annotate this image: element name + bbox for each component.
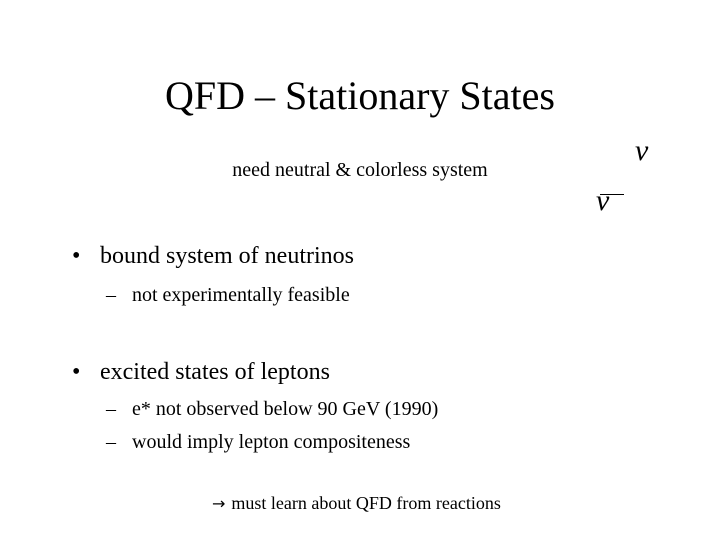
sub-bullet-marker: – [106,398,116,420]
bullet-text: bound system of neutrinos [100,243,354,269]
sub-bullet-item [106,282,350,308]
sub-bullet-text: would imply lepton compositeness [132,431,411,453]
neutrino-symbol: ν [635,134,649,167]
sub-bullet-marker: – [106,431,116,453]
bullet-item [72,356,330,388]
bullet-text: excited states of leptons [100,359,330,385]
sub-bullet-text: not experimentally feasible [132,284,350,306]
slide-title: QFD – Stationary States [165,73,555,118]
bullet-marker: • [72,243,81,269]
sub-bullet-text: e* not observed below 90 GeV (1990) [132,398,439,420]
slide-subtitle: need neutral & colorless system [232,159,488,181]
bullet-item [72,240,354,272]
right-arrow-icon: → [212,494,226,513]
sub-bullet-marker: – [106,284,116,306]
conclusion-text: must learn about QFD from reactions [231,493,501,513]
antineutrino-symbol: ν [596,184,610,217]
conclusion [212,491,501,516]
sub-bullet-item [106,396,438,422]
sub-bullet-item [106,429,410,455]
bullet-marker: • [72,359,81,385]
